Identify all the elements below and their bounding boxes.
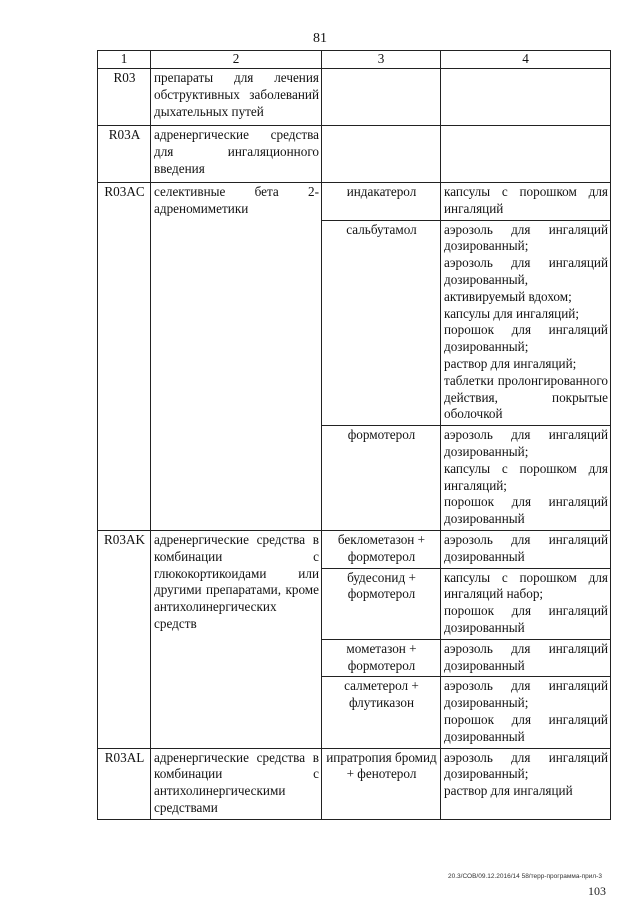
table-row (98, 183, 611, 221)
column-header: 4 (441, 51, 611, 69)
dosage-form: аэрозоль для ингаляций дозированный (444, 640, 608, 673)
dosage-forms-cell (441, 568, 611, 639)
column-header: 1 (98, 51, 151, 69)
drug-name-cell (322, 126, 441, 183)
dosage-forms-cell (441, 220, 611, 426)
drug-name-cell: салметерол + флутиказон (322, 677, 441, 748)
dosage-form: аэрозоль для ингаляций дозированный; (444, 678, 608, 711)
document-reference: 20.3/СОВ/09.12.2016/14 58/терр-программа-прил-3 (448, 873, 602, 880)
dosage-form: аэрозоль для ингаляций дозированный; (444, 427, 608, 459)
dosage-forms-cell (441, 126, 611, 183)
drug-name-cell (322, 69, 441, 126)
dosage-forms-cell (441, 639, 611, 677)
dosage-form: аэрозоль для ингаляций дозированный; (444, 749, 608, 782)
atc-code-cell: R03AC (98, 183, 151, 531)
dosage-form: порошок для ингаляций дозированный; (444, 322, 608, 355)
drug-name-cell: будесонид + формотерол (322, 568, 441, 639)
drug-name-cell: формотерол (322, 426, 441, 531)
dosage-form: таблетки пролонгированного действия, покрытые оболочкой (444, 372, 608, 422)
drug-name-cell: ипратропия бромид + фенотерол (322, 748, 441, 819)
group-name-cell: адренергические средства в комбинации с глюкокортикоидами или другими препаратами, кроме антихолинергических средств (151, 530, 322, 748)
drug-name-cell: мометазон + формотерол (322, 639, 441, 677)
drug-name-cell: беклометазон + формотерол (322, 530, 441, 568)
atc-code-cell: R03A (98, 126, 151, 183)
atc-code-cell: R03 (98, 69, 151, 126)
group-name-cell: адренергические средства в комбинации с антихолинергическими средствами (151, 748, 322, 819)
stamp-number: 103 (588, 884, 606, 898)
dosage-form: раствор для ингаляций (444, 783, 573, 799)
group-name-cell: адренергические средства для ингаляционного введения (151, 126, 322, 183)
dosage-forms-cell (441, 69, 611, 126)
dosage-form: капсулы с порошком для ингаляций (444, 184, 608, 216)
dosage-form: порошок для ингаляций дозированный (444, 711, 608, 744)
dosage-forms-cell (441, 677, 611, 748)
table-body (98, 69, 611, 820)
dosage-form: аэрозоль для ингаляций дозированный (444, 531, 608, 564)
dosage-form: порошок для ингаляций дозированный (444, 603, 608, 635)
dosage-forms-cell (441, 748, 611, 819)
drug-table (97, 50, 611, 820)
dosage-form: аэрозоль для ингаляций дозированный; (444, 221, 608, 254)
dosage-form: капсулы для ингаляций; (444, 305, 580, 321)
table-row (98, 748, 611, 819)
column-header: 3 (322, 51, 441, 69)
group-name-cell: препараты для лечения обструктивных заболеваний дыхательных путей (151, 69, 322, 126)
dosage-form: капсулы с порошком для ингаляций; (444, 460, 608, 493)
atc-code-cell: R03AL (98, 748, 151, 819)
drug-name-cell: индакатерол (322, 183, 441, 221)
dosage-form: раствор для ингаляций; (444, 355, 577, 371)
table-header-row (98, 51, 611, 69)
dosage-forms-cell (441, 426, 611, 531)
group-name-cell: селективные бета 2-адреномиметики (151, 183, 322, 531)
dosage-forms-cell (441, 183, 611, 221)
atc-code-cell: R03AK (98, 530, 151, 748)
drug-name-cell: сальбутамол (322, 220, 441, 426)
table-row (98, 126, 611, 183)
column-header: 2 (151, 51, 322, 69)
dosage-form: аэрозоль для ингаляций дозированный, активируемый вдохом; (444, 255, 608, 304)
page-number: 81 (313, 31, 327, 46)
table-row (98, 69, 611, 126)
dosage-forms-cell (441, 530, 611, 568)
dosage-form: порошок для ингаляций дозированный (444, 494, 608, 527)
dosage-form: капсулы с порошком для ингаляций набор; (444, 569, 608, 602)
table-row (98, 530, 611, 568)
